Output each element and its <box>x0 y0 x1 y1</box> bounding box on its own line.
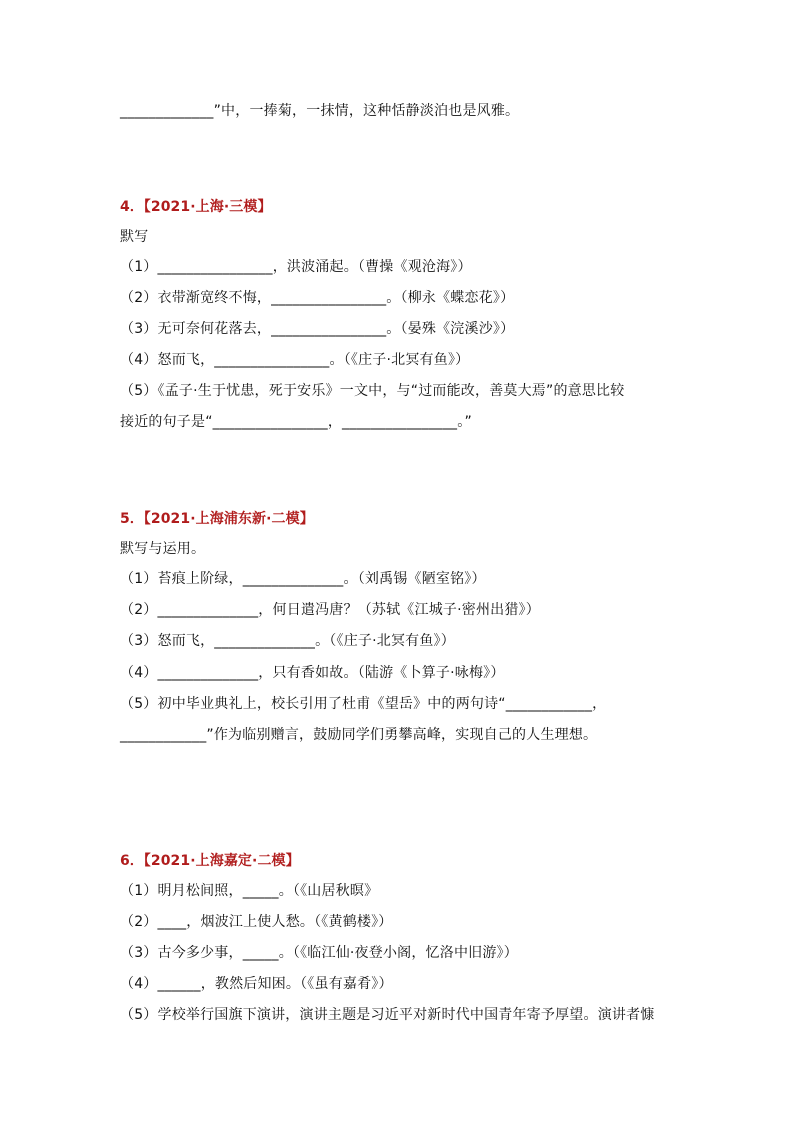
question-number: 6． <box>120 853 144 869</box>
question-5-instruction: 默写与运用。 <box>120 541 206 557</box>
question-4-item-3: （3）无可奈何花落去，________________。（晏殊《浣溪沙》） <box>120 321 515 337</box>
continuation-line: _____________”中，一捧菊，一抹情，这种恬静淡泊也是风雅。 <box>120 103 520 119</box>
question-6-item-4: （4）______，教然后知困。（《虽有嘉肴》） <box>120 976 393 992</box>
question-5-item-3: （3）怒而飞，______________。（《庄子·北冥有鱼》） <box>120 633 455 649</box>
question-4-heading <box>120 196 272 218</box>
question-6-item-2: （2）____，烟波江上使人愁。（《黄鹤楼》） <box>120 914 393 930</box>
question-5-item-5-cont: ____________”作为临别赠言，鼓励同学们勇攀高峰，实现自己的人生理想。 <box>120 727 598 743</box>
question-number: 5． <box>120 511 144 527</box>
question-source: 【2021·上海·三模】 <box>143 199 272 215</box>
question-6-heading <box>120 850 300 872</box>
question-6-item-5: （5）学校举行国旗下演讲，演讲主题是习近平对新时代中国青年寄予厚望。演讲者慷 <box>120 1007 655 1023</box>
question-4-item-4: （4）怒而飞，________________。（《庄子·北冥有鱼》） <box>120 352 470 368</box>
question-5-item-2: （2）______________，何日遣冯唐？（苏轼《江城子·密州出猎》） <box>120 602 540 618</box>
question-4-item-5-cont: 接近的句子是“________________，________________。” <box>120 414 472 430</box>
question-6-item-3: （3）古今多少事，_____。（《临江仙·夜登小阁，忆洛中旧游》） <box>120 945 518 961</box>
question-4-instruction: 默写 <box>120 229 149 245</box>
question-5-item-1: （1）苔痕上阶绿，______________。（刘禹锡《陋室铭》） <box>120 571 486 587</box>
question-4-item-2: （2）衣带渐宽终不悔，________________。（柳永《蝶恋花》） <box>120 290 515 306</box>
question-source: 【2021·上海嘉定·二模】 <box>143 853 300 869</box>
question-5-item-4: （4）______________，只有香如故。（陆游《卜算子·咏梅》） <box>120 665 505 681</box>
question-6-item-1: （1）明月松间照，_____。（《山居秋暝》 <box>120 883 379 899</box>
question-4-item-1: （1）________________，洪波涌起。（曹操《观沧海》） <box>120 259 472 275</box>
question-number: 4． <box>120 199 144 215</box>
question-5-heading <box>120 508 314 530</box>
question-5-item-5: （5）初中毕业典礼上，校长引用了杜甫《望岳》中的两句诗“____________， <box>120 696 607 712</box>
question-source: 【2021·上海浦东新·二模】 <box>143 511 314 527</box>
question-4-item-5: （5）《孟子·生于忧患，死于安乐》一文中，与“过而能改，善莫大焉”的意思比较 <box>120 383 625 399</box>
